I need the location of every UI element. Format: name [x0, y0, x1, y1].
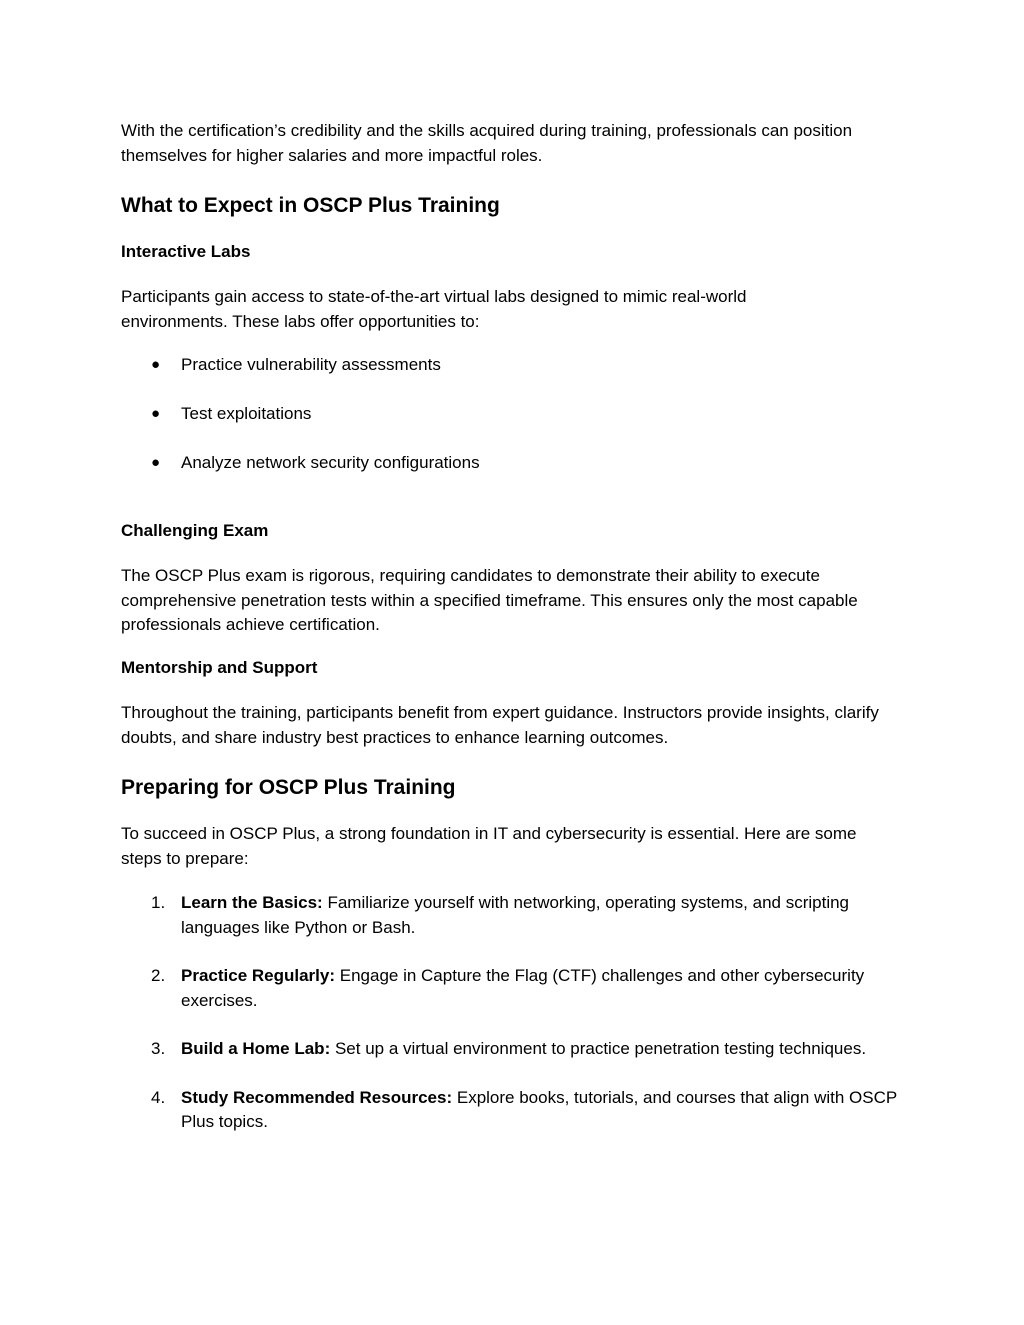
step-number: 1. [151, 893, 166, 912]
step-text: Engage in Capture the Flag (CTF) challenges and other cybersecurity exercises. [181, 966, 865, 1010]
mentorship-paragraph: Throughout the training, participants benefit from expert guidance. Instructors provide insights, clarify doubts, and share industry best practices to enhance learning outcomes. [121, 703, 879, 747]
step-title: Build a Home Lab: [181, 1039, 331, 1058]
list-item [121, 402, 480, 427]
step-number: 2. [151, 966, 166, 985]
step-title: Learn the Basics: [181, 893, 323, 912]
subheading-interactive-labs: Interactive Labs [121, 242, 251, 261]
list-item-text: Practice vulnerability assessments [181, 355, 441, 374]
list-item [121, 1037, 911, 1062]
bullet-marker: ● [151, 356, 161, 373]
labs-bullet-list [121, 353, 480, 476]
step-number: 4. [151, 1087, 166, 1107]
intro-paragraph: With the certification’s credibility and the skills acquired during training, professionals can position themselves for higher salaries and more impactful roles. [121, 121, 853, 165]
list-item [121, 353, 480, 378]
list-item [121, 964, 911, 1013]
preparing-paragraph: To succeed in OSCP Plus, a strong foundation in IT and cybersecurity is essential. Here are some steps to prepare: [121, 824, 857, 868]
step-number: 3. [151, 1039, 166, 1058]
labs-paragraph: Participants gain access to state-of-the-art virtual labs designed to mimic real-world environments. These labs offer opportunities to: [121, 287, 747, 331]
step-title: Study Recommended Resources: [181, 1087, 453, 1107]
list-item [121, 451, 480, 476]
list-item [121, 891, 911, 940]
exam-paragraph: The OSCP Plus exam is rigorous, requiring candidates to demonstrate their ability to execute comprehensive penetration tests within a specified timeframe. This ensures only the most capable professionals achieve certification. [121, 566, 858, 634]
subheading-challenging-exam: Challenging Exam [121, 521, 269, 540]
step-text: Familiarize yourself with networking, operating systems, and scripting languages like Python or Bash. [181, 893, 850, 937]
list-item [121, 1086, 911, 1135]
list-item-text: Test exploitations [181, 404, 312, 423]
subheading-mentorship-support: Mentorship and Support [121, 658, 318, 677]
section-heading-what-to-expect: What to Expect in OSCP Plus Training [121, 194, 500, 217]
bullet-marker: ● [151, 454, 161, 471]
list-item-text: Analyze network security configurations [181, 453, 480, 472]
step-title: Practice Regularly: [181, 966, 336, 985]
bullet-marker: ● [151, 405, 161, 422]
section-heading-preparing: Preparing for OSCP Plus Training [121, 776, 456, 799]
step-text: Explore books, tutorials, and courses that align with OSCP Plus topics. [181, 1087, 897, 1131]
preparation-steps-list [121, 891, 911, 1135]
step-text: Set up a virtual environment to practice penetration testing techniques. [330, 1039, 867, 1058]
